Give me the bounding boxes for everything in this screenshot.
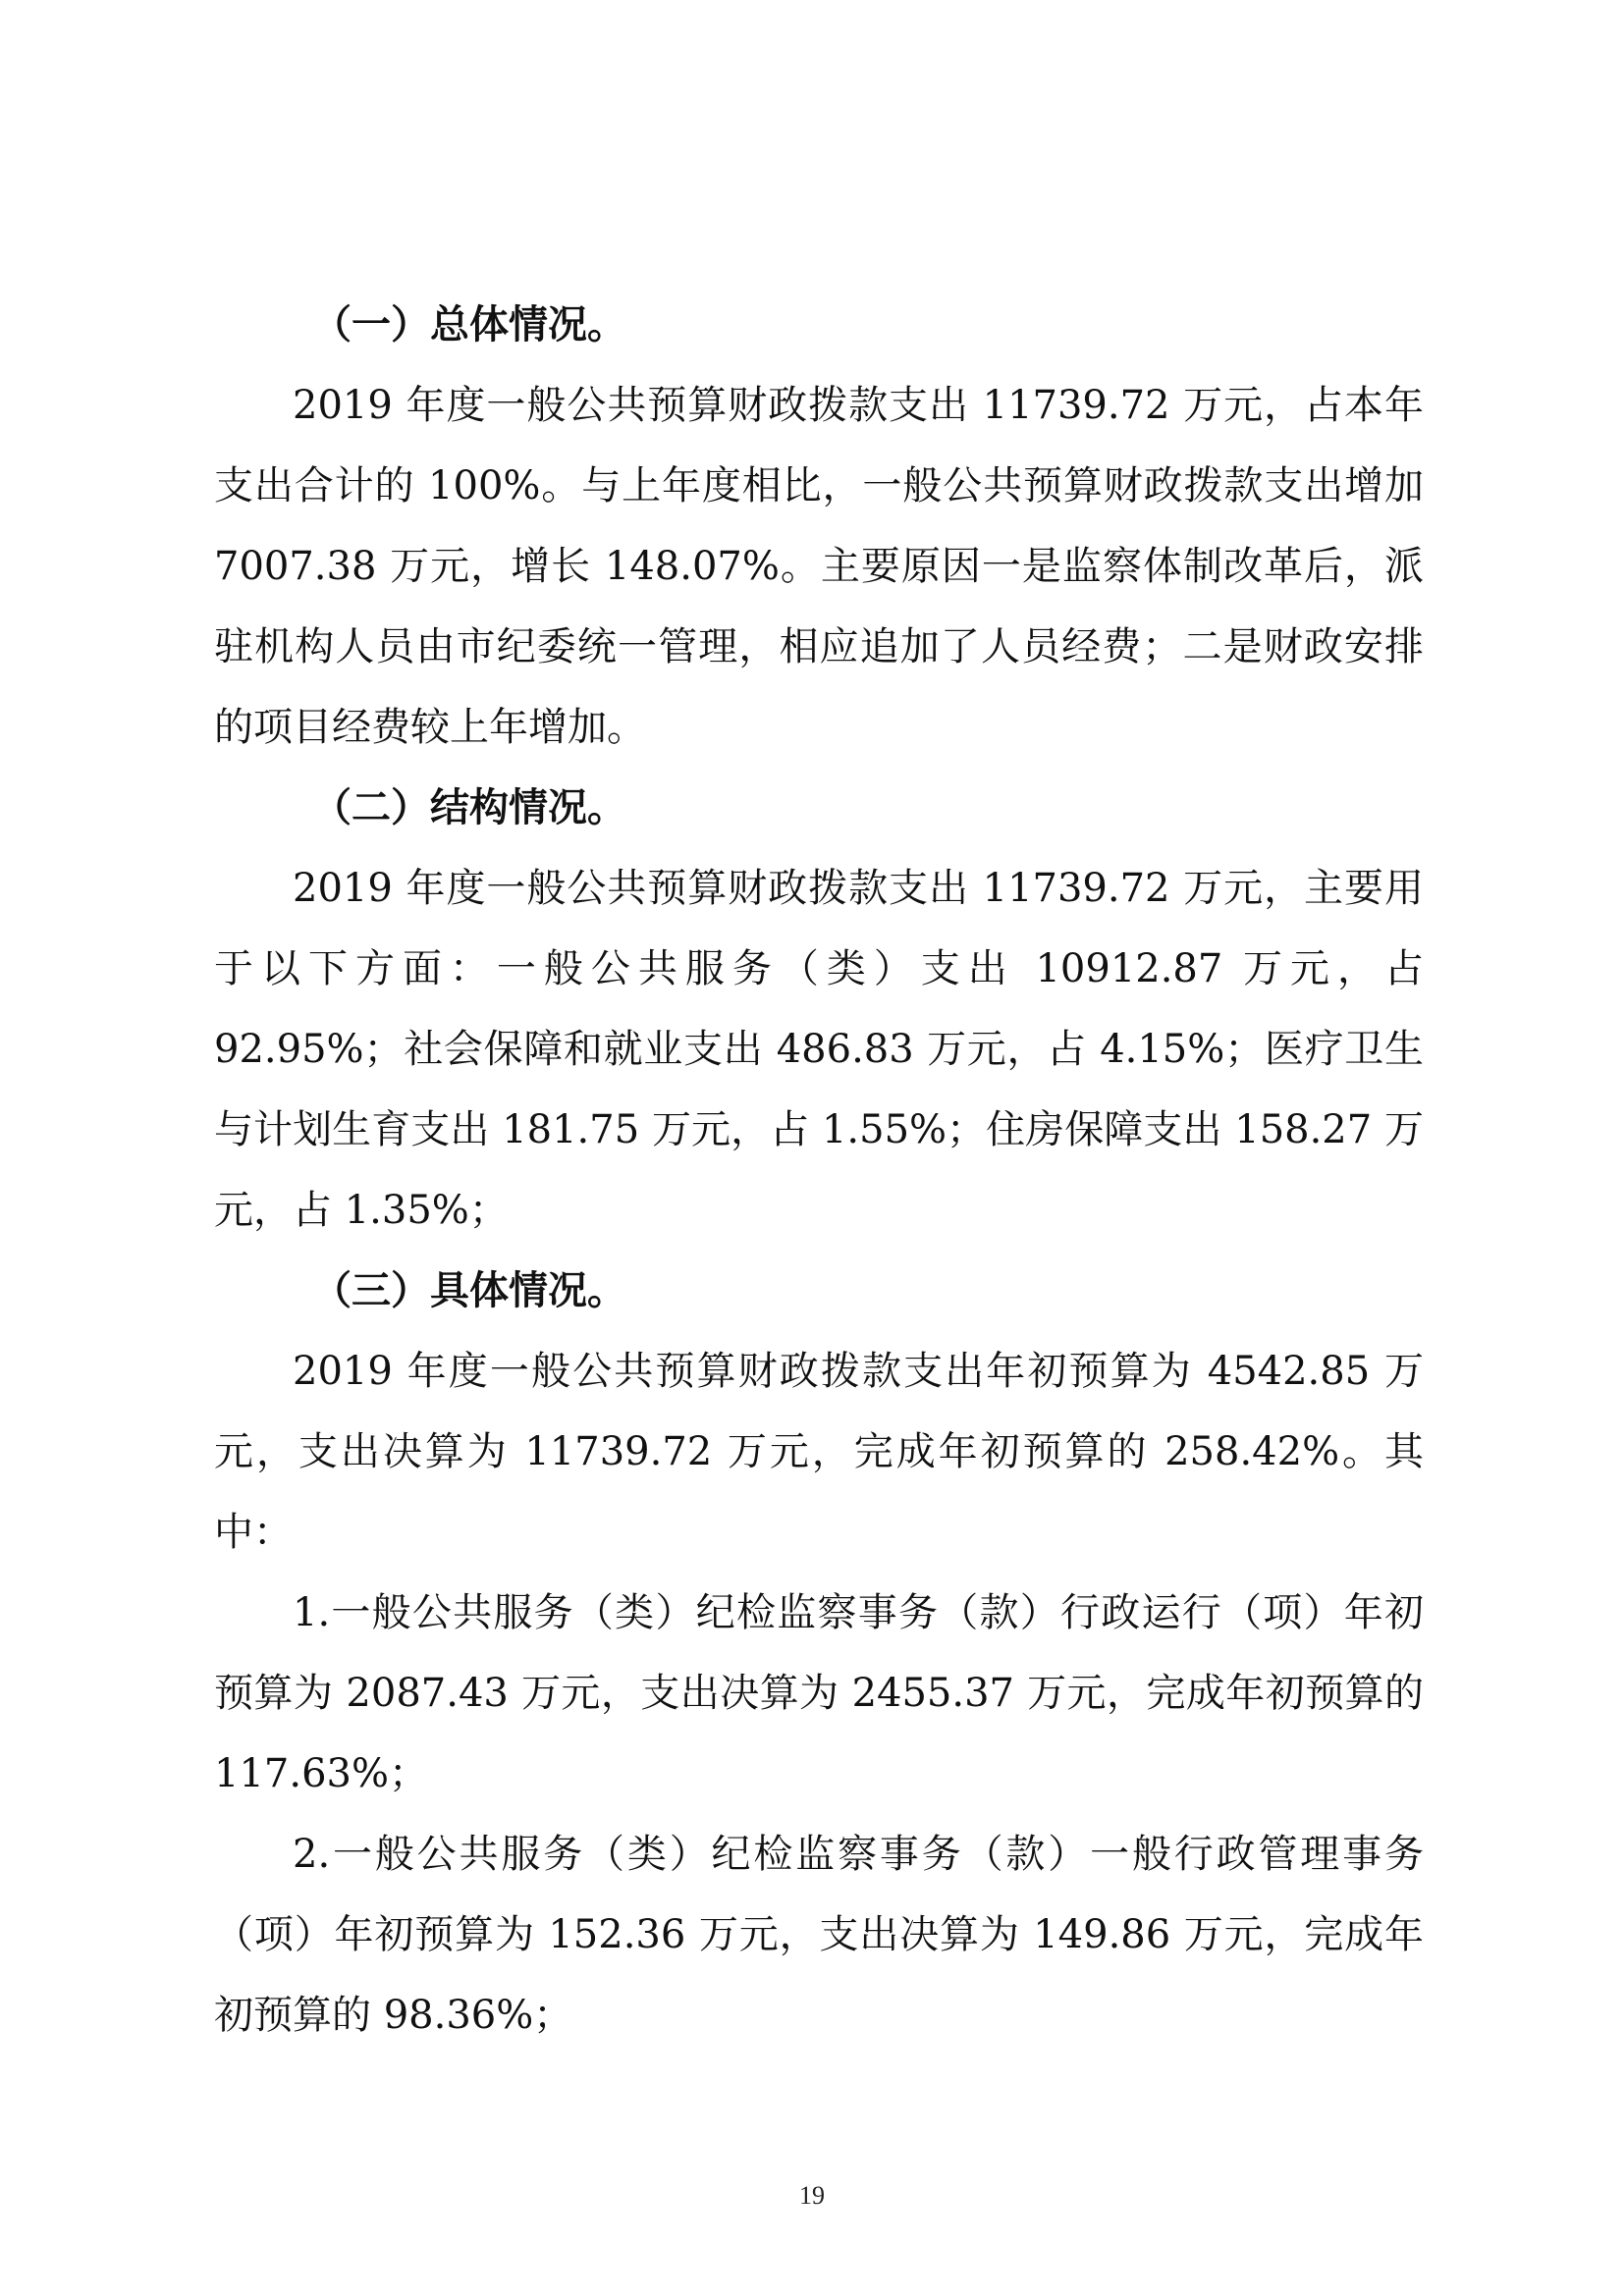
section-heading-structure: （二）结构情况。 <box>312 785 626 830</box>
section-heading-details: （三）具体情况。 <box>312 1268 626 1313</box>
document-body <box>214 285 1424 2056</box>
page-number: 19 <box>799 2181 825 2210</box>
section-heading-overall: （一）总体情况。 <box>312 302 626 347</box>
paragraph-structure: 2019 年度一般公共预算财政拨款支出 11739.72 万元，主要用于以下方面：一般公共服务（类）支出 10912.87 万元，占 92.95%；社会保障和就业支出 486.83 万元，占 4.15%；医疗卫生与计划生育支出 181.75 万元，占 1.55%；住房保障支出 158.27 万元，占 1.35%； <box>214 866 1424 1233</box>
paragraph-details-item-2: 2.一般公共服务（类）纪检监察事务（款）一般行政管理事务（项）年初预算为 152.36 万元，支出决算为 149.86 万元，完成年初预算的 98.36%； <box>214 1832 1424 2038</box>
paragraph-details-summary: 2019 年度一般公共预算财政拨款支出年初预算为 4542.85 万元，支出决算为 11739.72 万元，完成年初预算的 258.42%。其中： <box>214 1349 1424 1555</box>
paragraph-overall: 2019 年度一般公共预算财政拨款支出 11739.72 万元，占本年支出合计的 100%。与上年度相比，一般公共预算财政拨款支出增加 7007.38 万元，增长 148.07%。主要原因一是监察体制改革后，派驻机构人员由市纪委统一管理，相应追加了人员经费；二是财政安排的项目经费较上年增加。 <box>214 383 1424 750</box>
paragraph-details-item-1: 1.一般公共服务（类）纪检监察事务（款）行政运行（项）年初预算为 2087.43 万元，支出决算为 2455.37 万元，完成年初预算的 117.63%； <box>214 1590 1424 1796</box>
